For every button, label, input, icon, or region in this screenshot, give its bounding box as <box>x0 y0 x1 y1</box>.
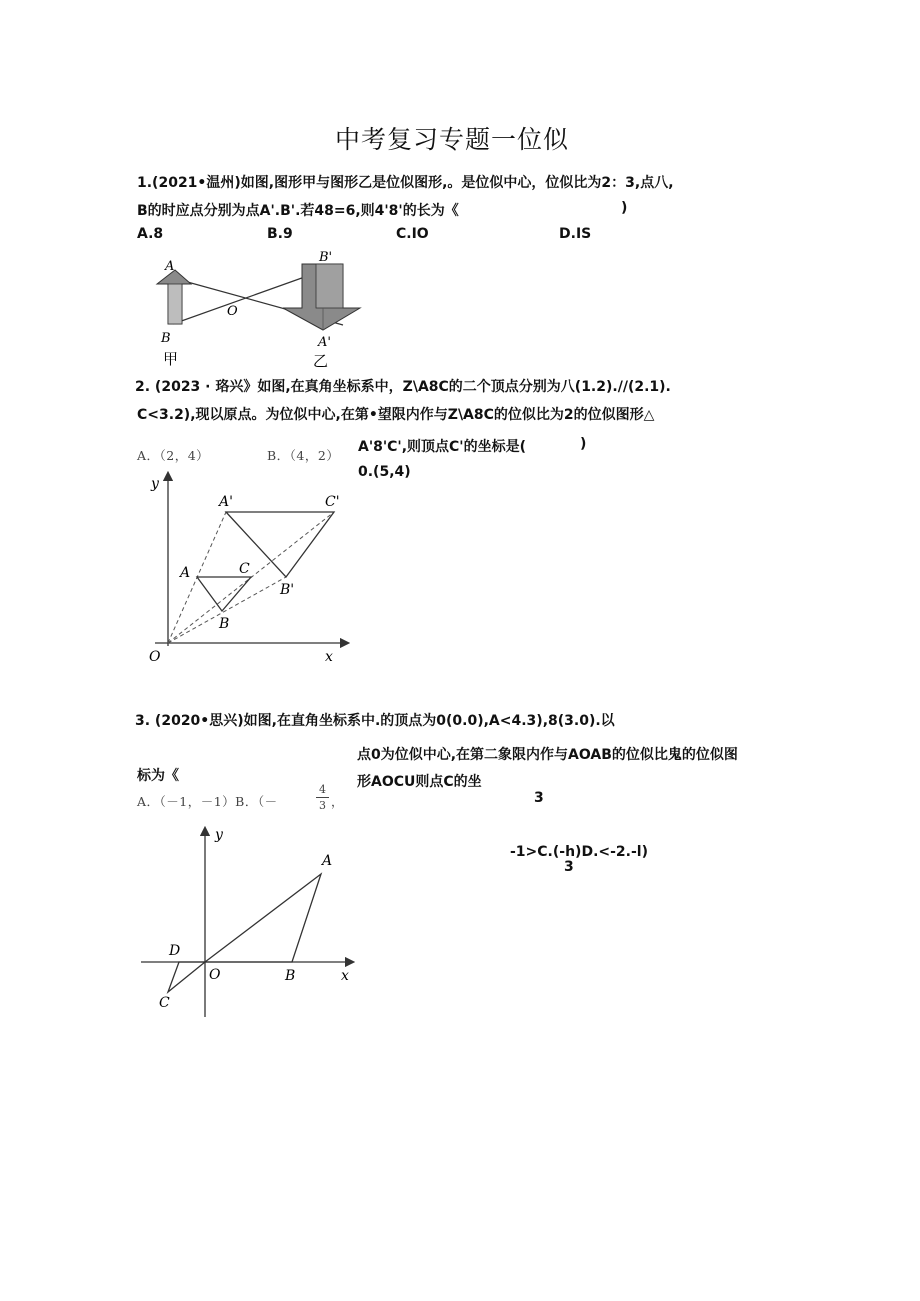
q2-label-b: B <box>219 616 230 632</box>
q2-triangle-abc <box>197 577 251 611</box>
q1-label-a: A <box>165 259 175 274</box>
q1-label-o: O <box>227 304 238 319</box>
q3-option-b-num: 4 <box>319 783 327 796</box>
q1-option-b: B.9 <box>267 226 293 242</box>
q2-label-a: A <box>180 565 191 581</box>
q3-label-a: A <box>322 853 333 869</box>
q2-paren-close: ) <box>580 436 587 452</box>
q3-option-b-tail: ， <box>331 794 345 809</box>
q2-line3: A'8'C',则顶点C'的坐标是( <box>358 439 526 455</box>
q2-line2: C<3.2),现以原点。为位似中心,在第•望限内作与Z\A8C的位似比为2的位似图形△ <box>137 407 655 423</box>
q1-label-b: B <box>161 331 171 346</box>
q1-label-b2: B' <box>319 250 333 265</box>
q3-label-o: O <box>209 967 221 983</box>
q3-label-d: D <box>169 943 181 959</box>
q3-triangle-ocd <box>168 962 205 992</box>
q2-label-a2: A' <box>219 494 233 510</box>
q1-paren-close: ) <box>621 200 628 216</box>
q3-label-c: C <box>159 995 170 1011</box>
q3-frac-bottom: 3 <box>564 859 574 875</box>
q3-frac-top: 3 <box>534 790 544 806</box>
q1-option-d: D.IS <box>559 226 592 242</box>
q2-label-y: y <box>151 476 159 492</box>
q3-label-y: y <box>215 827 223 843</box>
q1-option-a: A.8 <box>137 226 164 242</box>
q1-line1: 1.(2021•温州)如图,图形甲与图形乙是位似图形,。是位似中心，位似比为2：3,点八, <box>137 175 674 191</box>
q3-options-cd: -1>C.(-h)D.<-2.-l) <box>510 844 648 860</box>
q3-figure <box>135 825 365 1020</box>
q3-line1: 3. (2020•思兴)如图,在直角坐标系中.的顶点为0(0.0),A<4.3),8(3.0).以 <box>135 713 615 729</box>
q1-line2: B的时应点分别为点A'.B'.若48=6,则4'8'的长为《 <box>137 203 459 219</box>
q2-label-c2: C' <box>325 494 340 510</box>
q1-label-jia: 甲 <box>163 350 179 368</box>
q3-line2: 点0为位似中心,在第二象限内作与AOAB的位似比鬼的位似图 <box>357 747 738 763</box>
q1-option-c: C.IO <box>396 226 429 242</box>
q2-line4: 0.(5,4) <box>358 464 411 480</box>
q3-line3: 形AOCU则点C的坐 <box>357 774 482 790</box>
q3-line4: 标为《 <box>137 768 179 784</box>
q2-label-o: O <box>149 649 161 665</box>
q1-figure <box>135 248 375 373</box>
page-title: 中考复习专题一位似 <box>335 125 570 154</box>
q2-label-b2: B' <box>280 582 295 598</box>
q3-option-b-fraction-bar <box>316 797 329 798</box>
q2-label-c: C <box>239 561 250 577</box>
q3-triangle-oab <box>205 874 321 962</box>
q1-label-a2: A' <box>318 335 331 350</box>
q3-label-x: x <box>341 968 349 984</box>
q3-label-b: B <box>285 968 296 984</box>
q3-option-ab: A．（－1，－1）B．（－ <box>137 794 278 809</box>
q2-option-a: A．（2，4） <box>137 448 210 463</box>
q3-option-b-den: 3 <box>319 799 327 812</box>
q2-option-b: B．（4，2） <box>267 448 340 463</box>
q2-line1: 2. (2023 · 珞兴》如图,在真角坐标系中，Z\A8C的二个顶点分别为八(1.2).//(2.1). <box>135 379 671 395</box>
q2-figure <box>135 468 355 673</box>
q2-label-x: x <box>325 649 333 665</box>
q1-label-yi: 乙 <box>313 352 329 370</box>
